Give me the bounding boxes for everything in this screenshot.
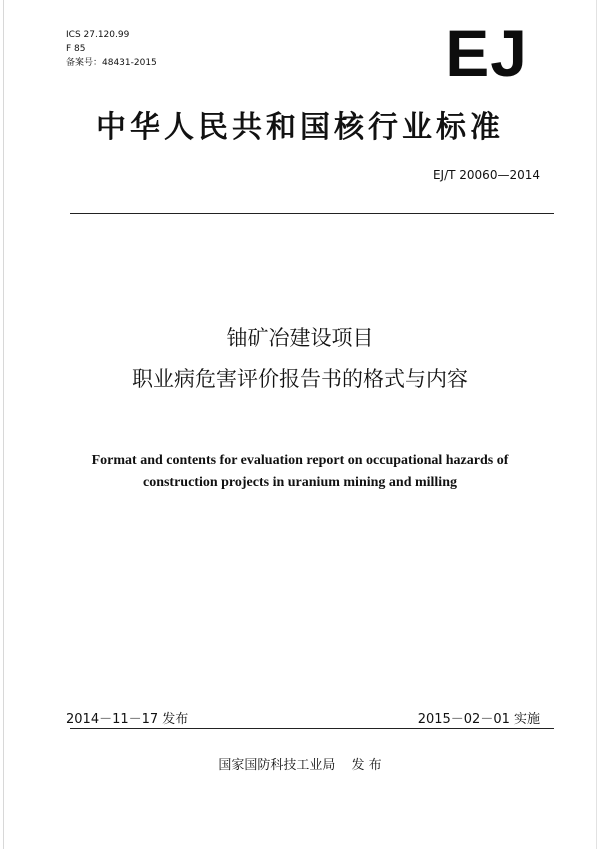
issue-date: 2014－11－17 发布: [66, 712, 189, 727]
chinese-title-line-1: 铀矿冶建设项目: [226, 326, 374, 350]
record-number: 备案号：48431-2015: [66, 58, 157, 68]
chinese-title-line-2: 职业病危害评价报告书的格式与内容: [132, 367, 468, 391]
issuer-name: 国家国防科技工业局: [218, 758, 336, 773]
issuer-verb: 发 布: [351, 758, 382, 773]
issuer-line: [0, 754, 600, 773]
bottom-divider: [70, 728, 554, 729]
english-title-line-1: Format and contents for evaluation report on occupational hazards of: [91, 453, 509, 468]
standard-title: 中华人民共和国核行业标准: [96, 110, 504, 145]
implementation-date: 2015－02－01 实施: [417, 712, 540, 727]
classification-block: [66, 28, 157, 70]
category-code: F 85: [66, 44, 86, 54]
ej-logo: EJ: [445, 16, 528, 90]
ics-code: ICS 27.120.99: [66, 30, 130, 40]
top-divider: [70, 213, 554, 214]
standard-number: EJ/T 20060—2014: [432, 168, 540, 182]
english-title-line-2: construction projects in uranium mining and milling: [142, 475, 457, 490]
